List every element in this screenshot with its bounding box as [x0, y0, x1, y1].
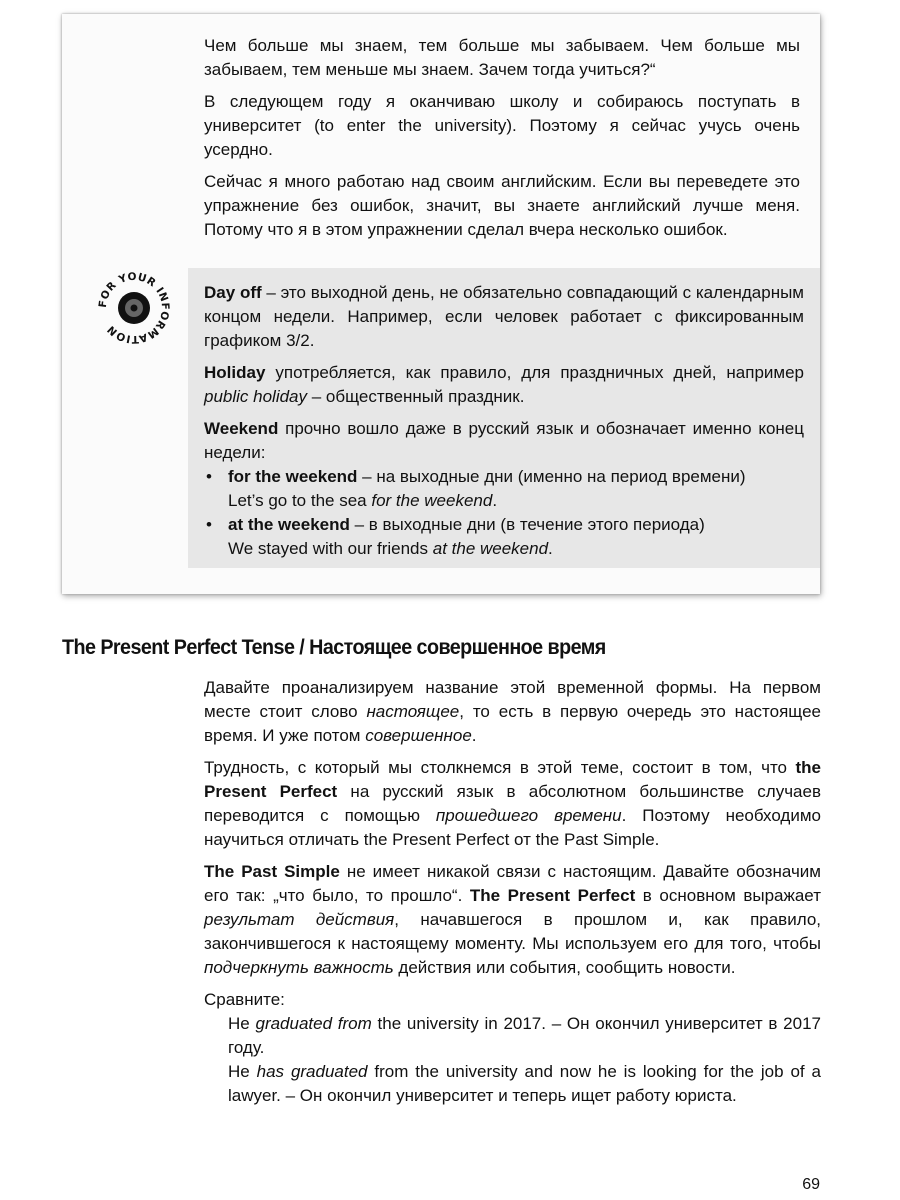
p3-text-b: не имеет никакой связи с настоящим. Давайте обозначим его так: „что было, то прошло“.: [204, 862, 821, 905]
bullet-example-italic: at the weekend: [432, 539, 549, 558]
p2-text-e: . Поэтому необходимо научиться отличать the Present Perfect от the Past Simple.: [204, 806, 821, 849]
bullet-term: at the weekend: [228, 515, 350, 534]
p2-italic-d: прошедшего времени: [435, 806, 622, 825]
page-number: 69: [802, 1176, 820, 1193]
info-text: [204, 281, 804, 561]
holiday-paragraph: [204, 361, 804, 409]
ex1-italic-b: graduated from: [255, 1014, 372, 1033]
bullet-icon: •: [206, 515, 212, 534]
p3-bold-c: The Present Perfect: [469, 886, 636, 905]
compare-label: Сравните:: [204, 990, 285, 1009]
for-your-information-badge-icon: [96, 270, 172, 346]
weekend-text: прочно вошло даже в русский язык и обозначает именно конец недели:: [204, 419, 804, 462]
bullet-example-prefix: Let’s go to the sea: [228, 491, 372, 510]
card-paragraph-1: Чем больше мы знаем, тем больше мы забываем. Чем больше мы забываем, тем меньше мы знаем. Зачем тогда учиться?“: [204, 36, 800, 79]
ex1-text-a: He: [228, 1014, 256, 1033]
p2-bold-b: the Present Perfect: [204, 758, 821, 801]
bullet-text: – на выходные дни (именно на период времени): [357, 467, 746, 486]
day-off-term: Day off: [204, 283, 262, 302]
ex2-text-a: He: [228, 1062, 257, 1081]
bullet-term: for the weekend: [228, 467, 358, 486]
holiday-text-2: – общественный праздник.: [307, 387, 525, 406]
list-item: [204, 513, 804, 561]
p1-text-c: , то есть в первую очередь это настоящее время. И уже потом: [204, 702, 821, 745]
card-paragraph-2: В следующем году я оканчиваю школу и собираюсь поступать в университет (to enter the university). Поэтому я сейчас учусь очень усердно.: [204, 92, 800, 159]
p1-italic-d: совершенное: [365, 726, 472, 745]
p1-italic-b: настоящее: [366, 702, 460, 721]
day-off-paragraph: [204, 281, 804, 353]
ex2-text-c: from the university and now he is looking for the job of a lawyer. – Он окончил университет и теперь ищет работу юриста.: [228, 1062, 821, 1105]
card-paragraph-3: Сейчас я много работаю над своим английским. Если вы переведете это упражнение без ошибок, значит, вы знаете английский лучше меня. Потому что я в этом упражнении сделал вчера несколько ошибок.: [204, 172, 800, 239]
paragraph-1: [204, 676, 821, 748]
p3-text-h: действия или события, сообщить новости.: [393, 958, 736, 977]
main-text: [204, 676, 821, 1108]
day-off-text: – это выходной день, не обязательно совпадающий с календарным концом недели. Например, если человек работает с фиксированным графиком 3/2.: [204, 283, 804, 350]
p3-text-d: в основном выражает: [635, 886, 821, 905]
paragraph-2: [204, 756, 821, 852]
bullet-text: – в выходные дни (в течение этого периода): [349, 515, 705, 534]
weekend-paragraph: [204, 417, 804, 465]
p1-text-e: .: [471, 726, 477, 745]
ex2-italic-b: has graduated: [256, 1062, 368, 1081]
p1-text-a: Давайте проанализируем название этой временной формы. На первом месте стоит слово: [204, 678, 821, 721]
holiday-example: public holiday: [204, 387, 308, 406]
p3-italic-e: результат действия: [204, 910, 395, 929]
holiday-text-1: употребляется, как правило, для праздничных дней, например: [265, 363, 804, 382]
p2-text-c: на русский язык в абсолютном большинстве случаев переводится с помощью: [204, 782, 821, 825]
p2-text-a: Трудность, с который мы столкнемся в этой теме, состоит в том, что: [204, 758, 796, 777]
weekend-list: [204, 465, 804, 561]
bullet-icon: •: [206, 467, 212, 486]
weekend-term: Weekend: [204, 419, 279, 438]
p3-bold-a: The Past Simple: [204, 862, 340, 881]
bullet-example-suffix: .: [492, 491, 498, 510]
card-text: [204, 34, 800, 250]
list-item: [204, 465, 804, 513]
section-title: The Present Perfect Tense / Настоящее совершенное время: [62, 636, 606, 659]
badge-text: FOR YOUR INFORMATION: [96, 270, 172, 346]
holiday-term: Holiday: [204, 363, 266, 382]
example-1: [204, 1012, 821, 1060]
paragraph-3: [204, 860, 821, 980]
p3-italic-g: подчеркнуть важность: [204, 958, 394, 977]
bullet-example-prefix: We stayed with our friends: [228, 539, 433, 558]
bullet-example-italic: for the weekend: [371, 491, 493, 510]
bullet-example-suffix: .: [548, 539, 553, 558]
p3-text-f: , начавшегося в прошлом и, как правило, закончившегося к настоящему моменту. Мы используем его для того, чтобы: [204, 910, 822, 953]
ex1-text-c: the university in 2017. – Он окончил университет в 2017 году.: [228, 1014, 821, 1057]
example-2: [204, 1060, 821, 1108]
